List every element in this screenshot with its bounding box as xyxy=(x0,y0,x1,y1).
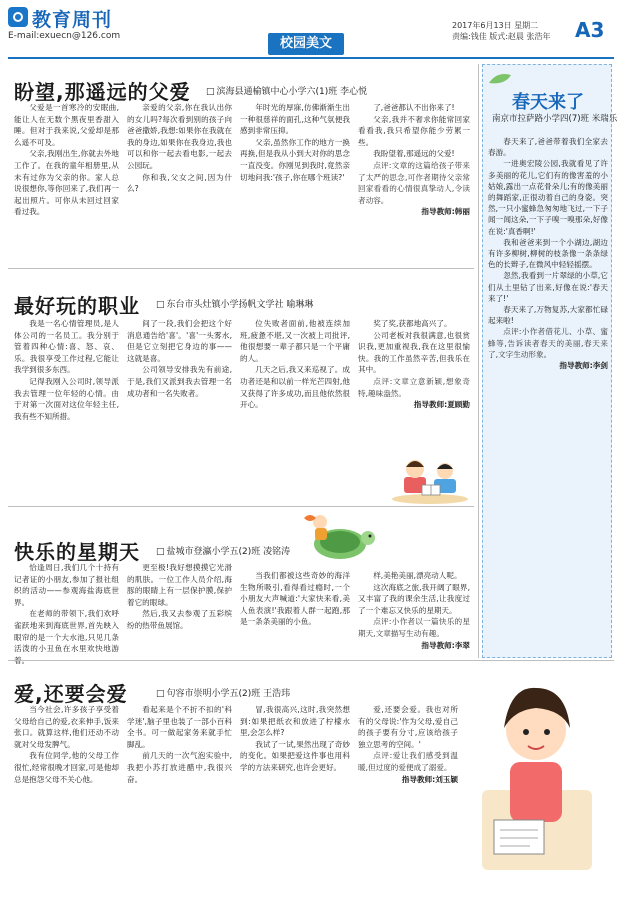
page-number: A3 xyxy=(575,18,605,42)
teacher-credit: 指导教师:夏顾勤 xyxy=(413,400,470,410)
article-2-col-3 xyxy=(240,318,350,502)
paragraph: 看起来是个不折不扣的'科学迷',脑子里也装了一部小百科全书。可一做起家务来就手忙脚乱。 xyxy=(127,705,232,749)
teacher-credit: 指导教师:李剑 xyxy=(559,361,608,371)
paragraph: 你和我,父女之间,因为什么? xyxy=(127,172,232,194)
teacher-credit: 指导教师:李翠 xyxy=(421,640,470,650)
article-1-title: 盼望,那遥远的父爱 xyxy=(14,80,191,104)
paragraph: 公司老板对我很满意,也很赏识我,更加重视我,我在这里很愉快。我的工作虽然辛苦,但我乐在其中。 xyxy=(358,330,470,375)
article-divider xyxy=(8,506,474,507)
article-4-col-2 xyxy=(127,704,232,890)
commentary: 点评:文章的这篇给孩子带来了太严的思念,可作者期待父亲常回家看看的心情很真挚动人,令读者动容。 xyxy=(358,160,470,205)
turtle-illustration xyxy=(300,510,380,565)
article-1-col-1 xyxy=(14,102,119,267)
paragraph: 春天来了,万物复苏,大家都忙碌起来啦! xyxy=(488,305,608,326)
paragraph: 冒,我很高兴,这时,我突然想到:如果把纸衣和放进了柠檬水里,会怎么样? xyxy=(240,705,350,738)
paragraph: 父爱是一首寒冷的安眠曲,能让人在无数个黑夜里香甜入睡。但对于我来说,父爱却是那么遥不可及。 xyxy=(14,103,119,147)
paragraph: 更至极!我好想摸摸它光滑的肌肤。一位工作人员介绍,海豚的眼睛上有一层保护膜,保护着它的眼球。 xyxy=(127,563,232,607)
masthead xyxy=(8,5,138,45)
article-divider xyxy=(8,268,474,269)
paragraph: 然后,我又去参观了五彩缤纷的热带鱼展馆。 xyxy=(127,609,232,630)
paper-logo-icon xyxy=(8,7,28,27)
paragraph: 我盼望着,那遥远的父爱! xyxy=(373,149,455,159)
article-1-byline: □ 滨海县通榆镇中心小学六(1)班 李心悦 xyxy=(206,84,367,97)
email-address: E-mail:exuecn@126.com xyxy=(8,31,121,41)
reading-children-illustration xyxy=(390,455,472,505)
article-1-col-2 xyxy=(127,102,232,267)
sidebar-body xyxy=(488,136,608,656)
article-1-col-3 xyxy=(240,102,350,267)
header-rule xyxy=(8,57,614,59)
date-editors xyxy=(452,20,572,42)
sidebar-byline: 南京市拉萨路小学四(7)班 米瑞乐 xyxy=(492,114,618,124)
teacher-credit: 指导教师:韩丽 xyxy=(421,207,470,217)
leaf-icon xyxy=(487,71,583,85)
article-2-col-1 xyxy=(14,318,119,502)
paragraph: 当我们都被这些奇妙的海洋生物所吸引,看得看过瘾时,一个小朋友大声喊道:'大家快来看,美人鱼表演!'我跟着人群一起跑,那是一条条美丽的小鱼。 xyxy=(240,571,350,627)
paragraph: 父亲,我并不奢求你能常回家看看我,我只希望你能少劳累一些。 xyxy=(358,114,470,147)
article-4-col-4 xyxy=(358,704,458,890)
sidebar-title: 春天来了 xyxy=(512,92,584,113)
teacher-credit: 指导教师:刘玉颖 xyxy=(401,774,458,784)
article-4-byline: □ 句容市崇明小学五(2)班 王浩玮 xyxy=(156,686,290,699)
paragraph: 前几天的一次气泡实验中,我把小苏打放进醋中,我很兴奋。 xyxy=(127,751,232,784)
article-3-col-3 xyxy=(240,570,350,642)
article-2-col-4 xyxy=(358,318,470,458)
article-divider xyxy=(8,660,614,661)
paragraph: 几天之后,我又来巡视了。成功者还是和以前一样光芒四射,他又获得了许多成功,而且他依然很开心。 xyxy=(240,365,350,410)
paper-name: 教育周刊 xyxy=(32,9,113,31)
sidebar-divider xyxy=(478,64,479,658)
article-2-col-2 xyxy=(127,318,232,502)
paragraph: 爱,还要会爱。我也对所有的父母说:'作为父母,爱自己的孩子要有分寸,应该给孩子独立思考的空间。' xyxy=(358,705,458,749)
paragraph: 恰逢周日,我们几个十持有记者证的小朋友,参加了报社组织的活动——参观海盐海底世界。 xyxy=(14,563,119,607)
article-2-title: 最好玩的职业 xyxy=(14,294,140,318)
article-3-col-2 xyxy=(127,562,232,642)
article-3-title: 快乐的星期天 xyxy=(14,540,140,564)
article-2-byline: □ 东台市头灶镇小学扬帆文学社 喻琳琳 xyxy=(156,297,313,310)
paragraph: 奖了奖,获都地高兴了。 xyxy=(373,319,452,328)
paragraph: 亲爱的父亲,你在我认出你的女儿吗?每次看到别的孩子向爸爸撒娇,我想:如果你在我就在我的身边,如果你在我身边,我也可以和你一起去看电影,一起去公园玩。 xyxy=(127,103,232,170)
paragraph: 当今社会,许多孩子享受着父母给自己的爱,衣来伸手,饭来张口。就算这样,他们还动不动就对父母发脾气。 xyxy=(14,705,119,749)
paragraph: 间了一段,我们会把这个好消息通告给'喜'。'喜'一头雾水,但是它立刻把它身边的事——这就是喜。 xyxy=(127,319,232,363)
article-1-col-4 xyxy=(358,102,470,267)
paragraph: 位失败者面前,他被连续加班,疲惫不堪,又一次被上司批评,他很想要一辈子都只是一个平庸的人。 xyxy=(240,319,350,363)
article-3-byline: □ 盐城市登瀛小学五(2)班 凌铭涛 xyxy=(156,544,290,557)
article-4-col-3 xyxy=(240,704,350,890)
editor-credits: 责编:钱佳 版式:赵晨 张浩年 xyxy=(452,32,551,41)
paragraph: 父亲,虽然你工作的地方一换再换,但是我从小到大对你的思念一直没变。你刚见到我时,竟然亲切地问我:'孩子,你在哪个班读?' xyxy=(240,137,350,182)
paragraph: 在老师的带领下,我们欢呼雀跃地来到海底世界,首先映入眼帘的是一个大水池,只见几条活泼的小丑鱼在水里欢快地游 xyxy=(14,609,119,654)
paragraph: 我是一名心情管理员,是人体公司的一名员工。我分别于管着四种心情:喜、怒、哀、乐。我很享受工作过程,它能让我学到很多东西。 xyxy=(14,319,119,375)
paragraph: 我和爸爸来到一个小湖边,湖边有许多柳树,柳树的枝条像一条条绿色的长辫子,在微风中轻轻摇摆。 xyxy=(488,237,608,270)
paragraph: 了,爸爸都认不出你来了! xyxy=(373,103,455,112)
article-3-col-4 xyxy=(358,570,470,650)
commentary: 点评:小作者以一篇快乐的星期天,文章描写生动有趣。 xyxy=(358,617,470,638)
paragraph: 我有位同学,他的父母工作很忙,经常很晚才回家,可是他却总是抱怨父母不关心他。 xyxy=(14,751,119,784)
paragraph: 我试了一试,果然出现了奇妙的变化。如果把爱这件事也用科学的方法来研究,也许会更好。 xyxy=(240,739,350,772)
article-4-col-1 xyxy=(14,704,119,890)
section-title: 校园美文 xyxy=(268,33,344,55)
child-illustration xyxy=(470,670,610,890)
paragraph: 忽然,我看到一片翠绿的小草,它们从土里钻了出来,好像在说:'春天来了!' xyxy=(488,271,608,303)
article-3-col-1 xyxy=(14,562,119,654)
paragraph: 记得我刚入公司时,领导派我去管理一位年轻的心情。由于对第一次面对这位年轻主任,我有些不知所措。 xyxy=(14,376,119,421)
article-4-title: 爱,还要会爱 xyxy=(14,682,128,706)
commentary: 点评:小作者借花儿、小草、蜜蜂等,告诉读者春天的美丽,春天来了,文字生动形象。 xyxy=(488,327,608,359)
paragraph: 年时光的厚寐,仿佛渐渐生出一种很慈祥的面孔,这种气氛便我感到非常压抑。 xyxy=(240,103,350,136)
paragraph: 父亲,我刚出生,你就去外地工作了。在我的童年相册里,从未有过你为父亲的你。家人总说很想你,等你回来了,我们再一起出照片。可你从未回过回家看过我。 xyxy=(14,149,119,217)
paragraph: 公司领导安排我先有前途,于是,我们又派到我去管理一名成功者和一名失败者。 xyxy=(127,365,232,398)
paragraph: 这次海底之旅,我开阔了眼界,又丰富了我的课余生活,让我度过了一个难忘又快乐的星期天。 xyxy=(358,582,470,615)
paragraph: 一进奥宏陵公园,我就看见了许多美丽的花儿,它们有的像害羞的小姑娘,露出一点花骨朵儿;有的像美丽的舞蹈家,正很动着自己的身姿。突然,一只小蜜蜂急匆匆地飞过,一下子闻一闻这朵,一下子嗅一嗅那朵,好像在说:'真香啊!' xyxy=(488,159,608,236)
paragraph: 样,美艳美丽,漂亮动人呢。 xyxy=(373,571,462,580)
issue-date: 2017年6月13日 星期二 xyxy=(452,21,539,30)
commentary: 点评:文章立意新颖,想象奇特,趣味盎然。 xyxy=(358,376,470,398)
commentary: 点评:爱让我们感受到温暖,但过度的爱便成了溺爱。 xyxy=(358,751,458,772)
paragraph: 春天来了,爸爸带着我们全家去春游。 xyxy=(488,137,608,158)
